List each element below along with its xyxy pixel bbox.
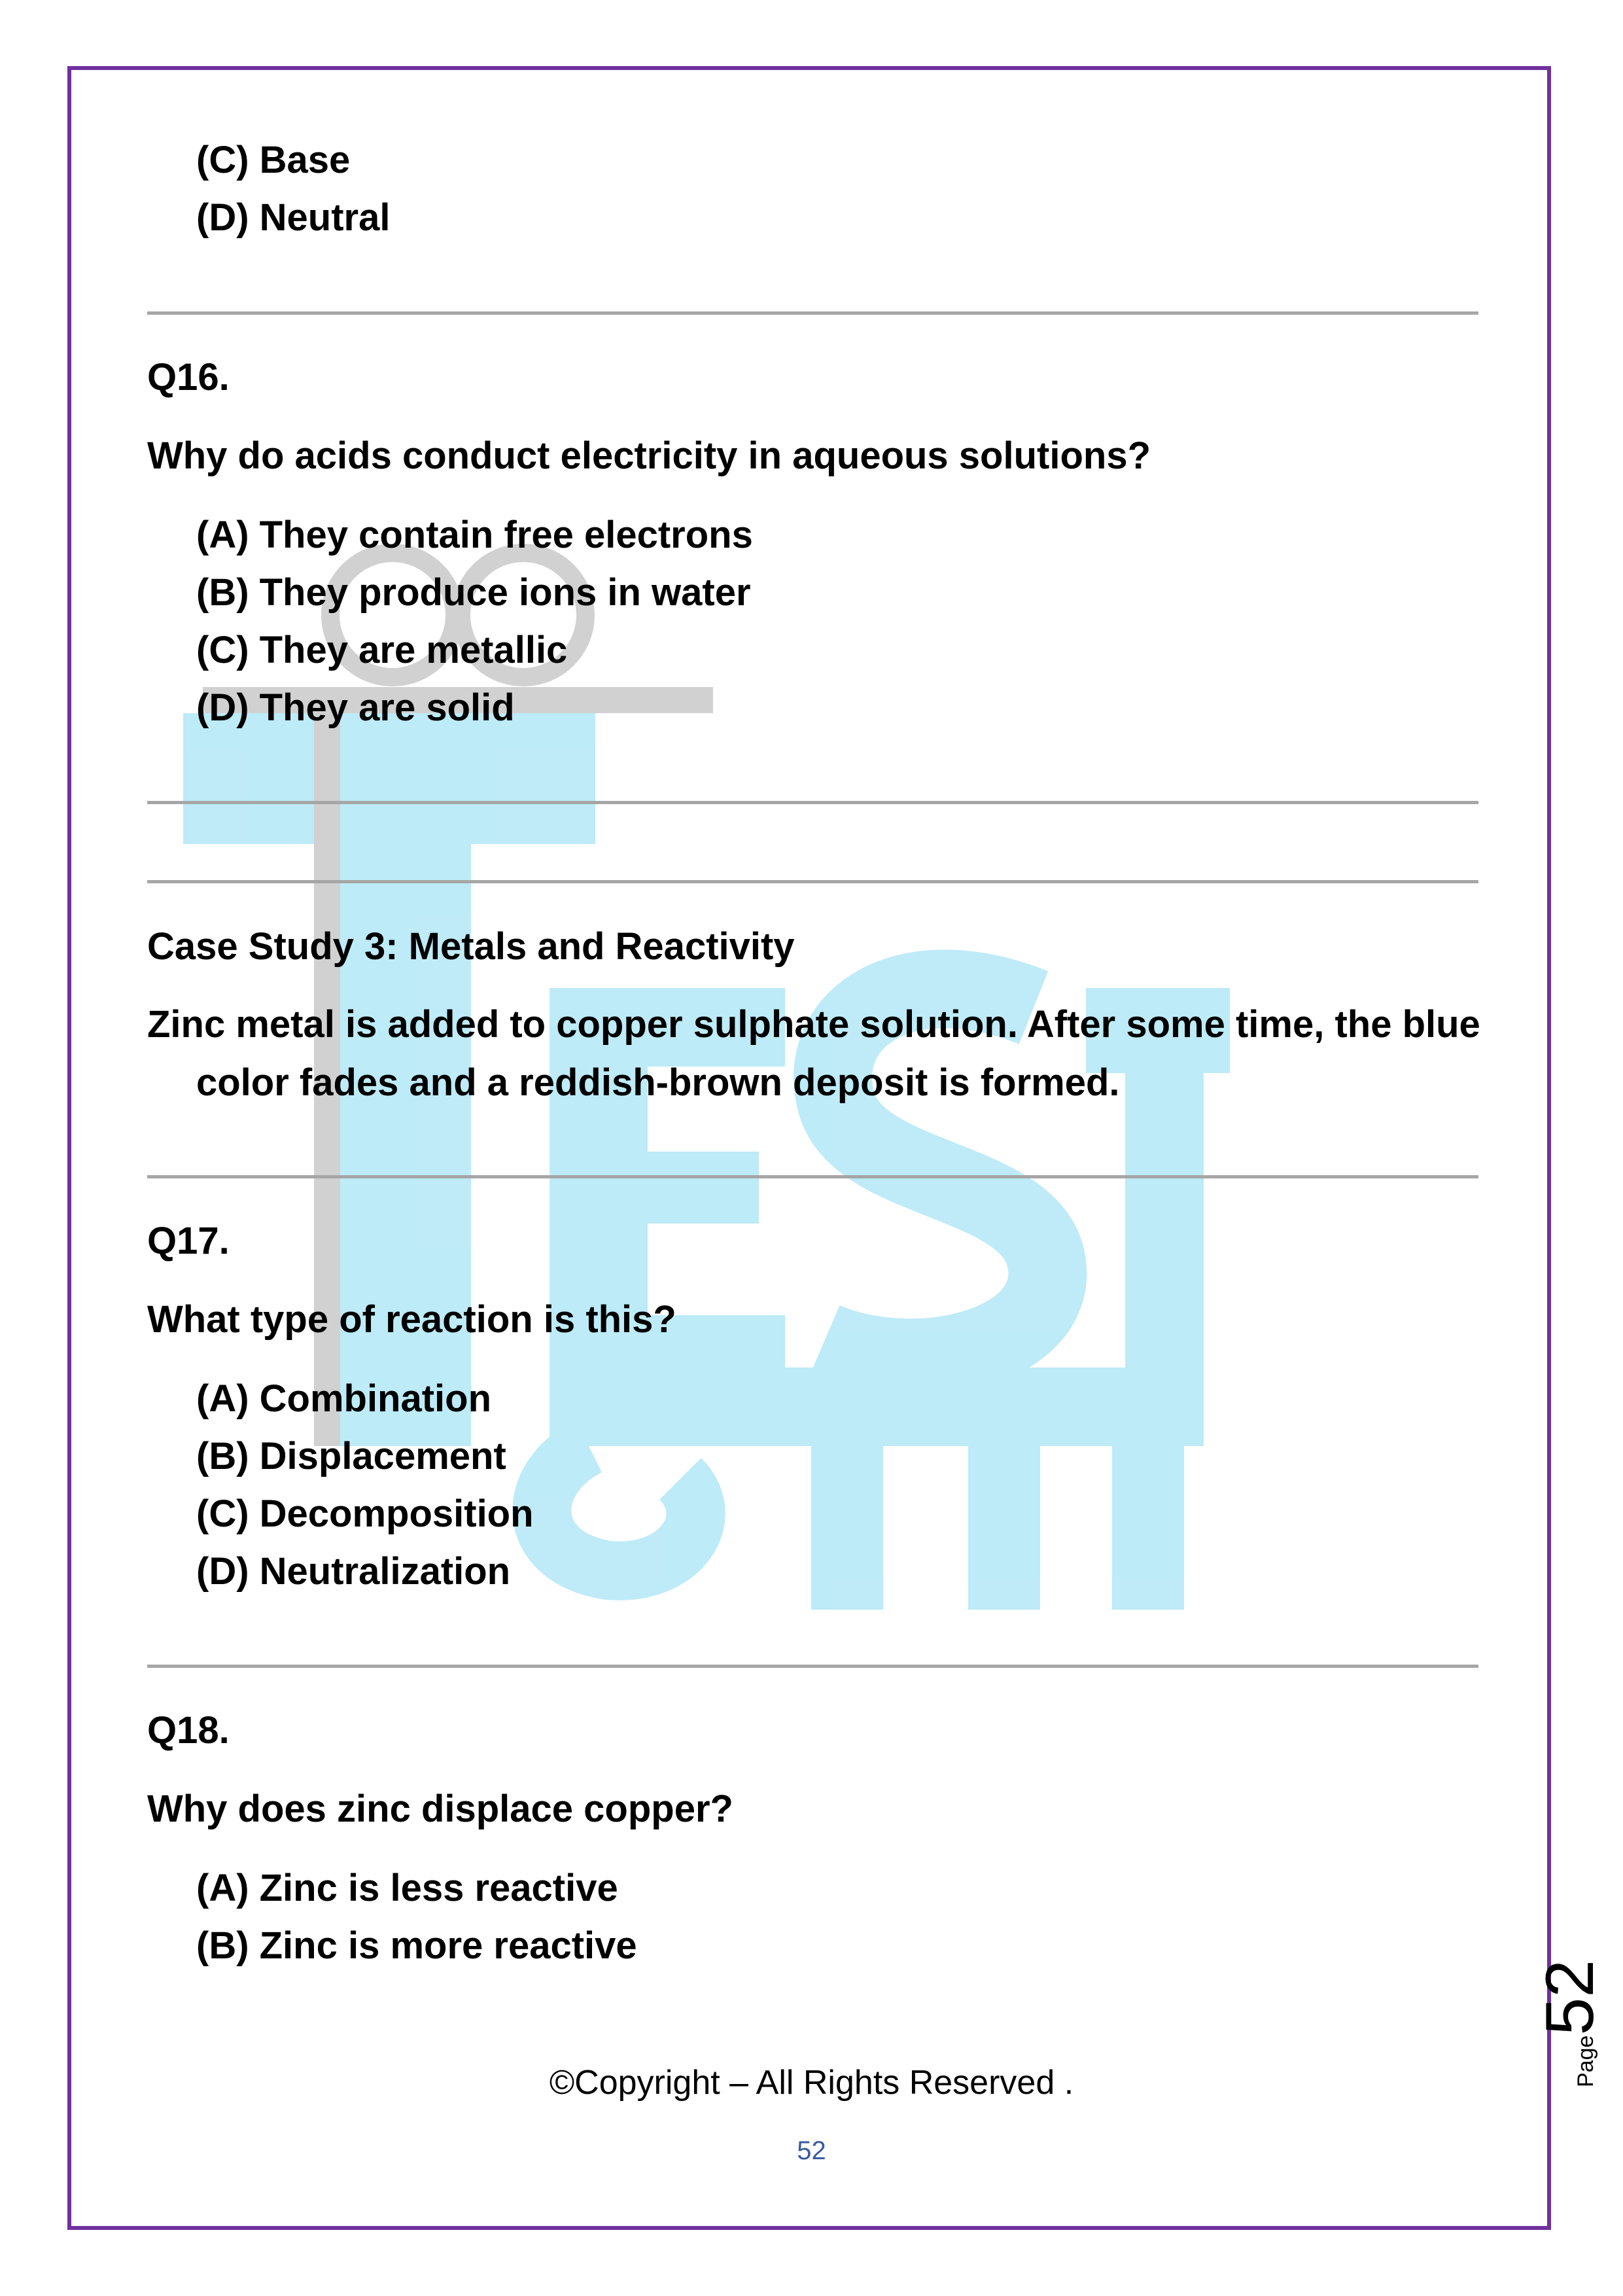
question-text: Why does zinc displace copper? (147, 1788, 733, 1830)
option-a: (A) Combination (196, 1377, 492, 1420)
divider (147, 1665, 1478, 1668)
side-page-label: Page (1573, 2035, 1598, 2087)
divider (147, 1175, 1478, 1178)
question-text: Why do acids conduct electricity in aqueous solutions? (147, 434, 1151, 477)
side-page-number: 52 (1532, 1959, 1608, 2036)
side-page-rotated (1532, 1959, 1608, 2087)
question-number: Q16. (147, 356, 230, 398)
option-b: (B) Zinc is more reactive (196, 1924, 637, 1967)
side-page-marker (1532, 1959, 1622, 2087)
divider (147, 801, 1478, 804)
question-text: What type of reaction is this? (147, 1298, 676, 1341)
option-c: (C) Base (196, 139, 351, 181)
page-number: 52 (797, 2136, 826, 2165)
option-a: (A) Zinc is less reactive (196, 1867, 618, 1909)
question-number: Q18. (147, 1709, 230, 1752)
question-number: Q17. (147, 1220, 230, 1262)
case-study-title: Case Study 3: Metals and Reactivity (147, 925, 795, 968)
option-a: (A) They contain free electrons (196, 514, 753, 556)
divider (147, 311, 1478, 315)
option-c: (C) They are metallic (196, 629, 568, 671)
case-study-text-line-2: color fades and a reddish-brown deposit is formed. (196, 1061, 1120, 1104)
option-c: (C) Decomposition (196, 1492, 534, 1535)
option-b: (B) They produce ions in water (196, 571, 751, 614)
option-d: (D) Neutralization (196, 1550, 511, 1593)
case-study-text-line-1: Zinc metal is added to copper sulphate solution. After some time, the blue (147, 1003, 1480, 1046)
divider (147, 880, 1478, 883)
option-d: (D) They are solid (196, 686, 515, 729)
option-d: (D) Neutral (196, 196, 391, 239)
copyright-notice: ©Copyright – All Rights Reserved . (549, 2064, 1074, 2102)
option-b: (B) Displacement (196, 1435, 506, 1477)
